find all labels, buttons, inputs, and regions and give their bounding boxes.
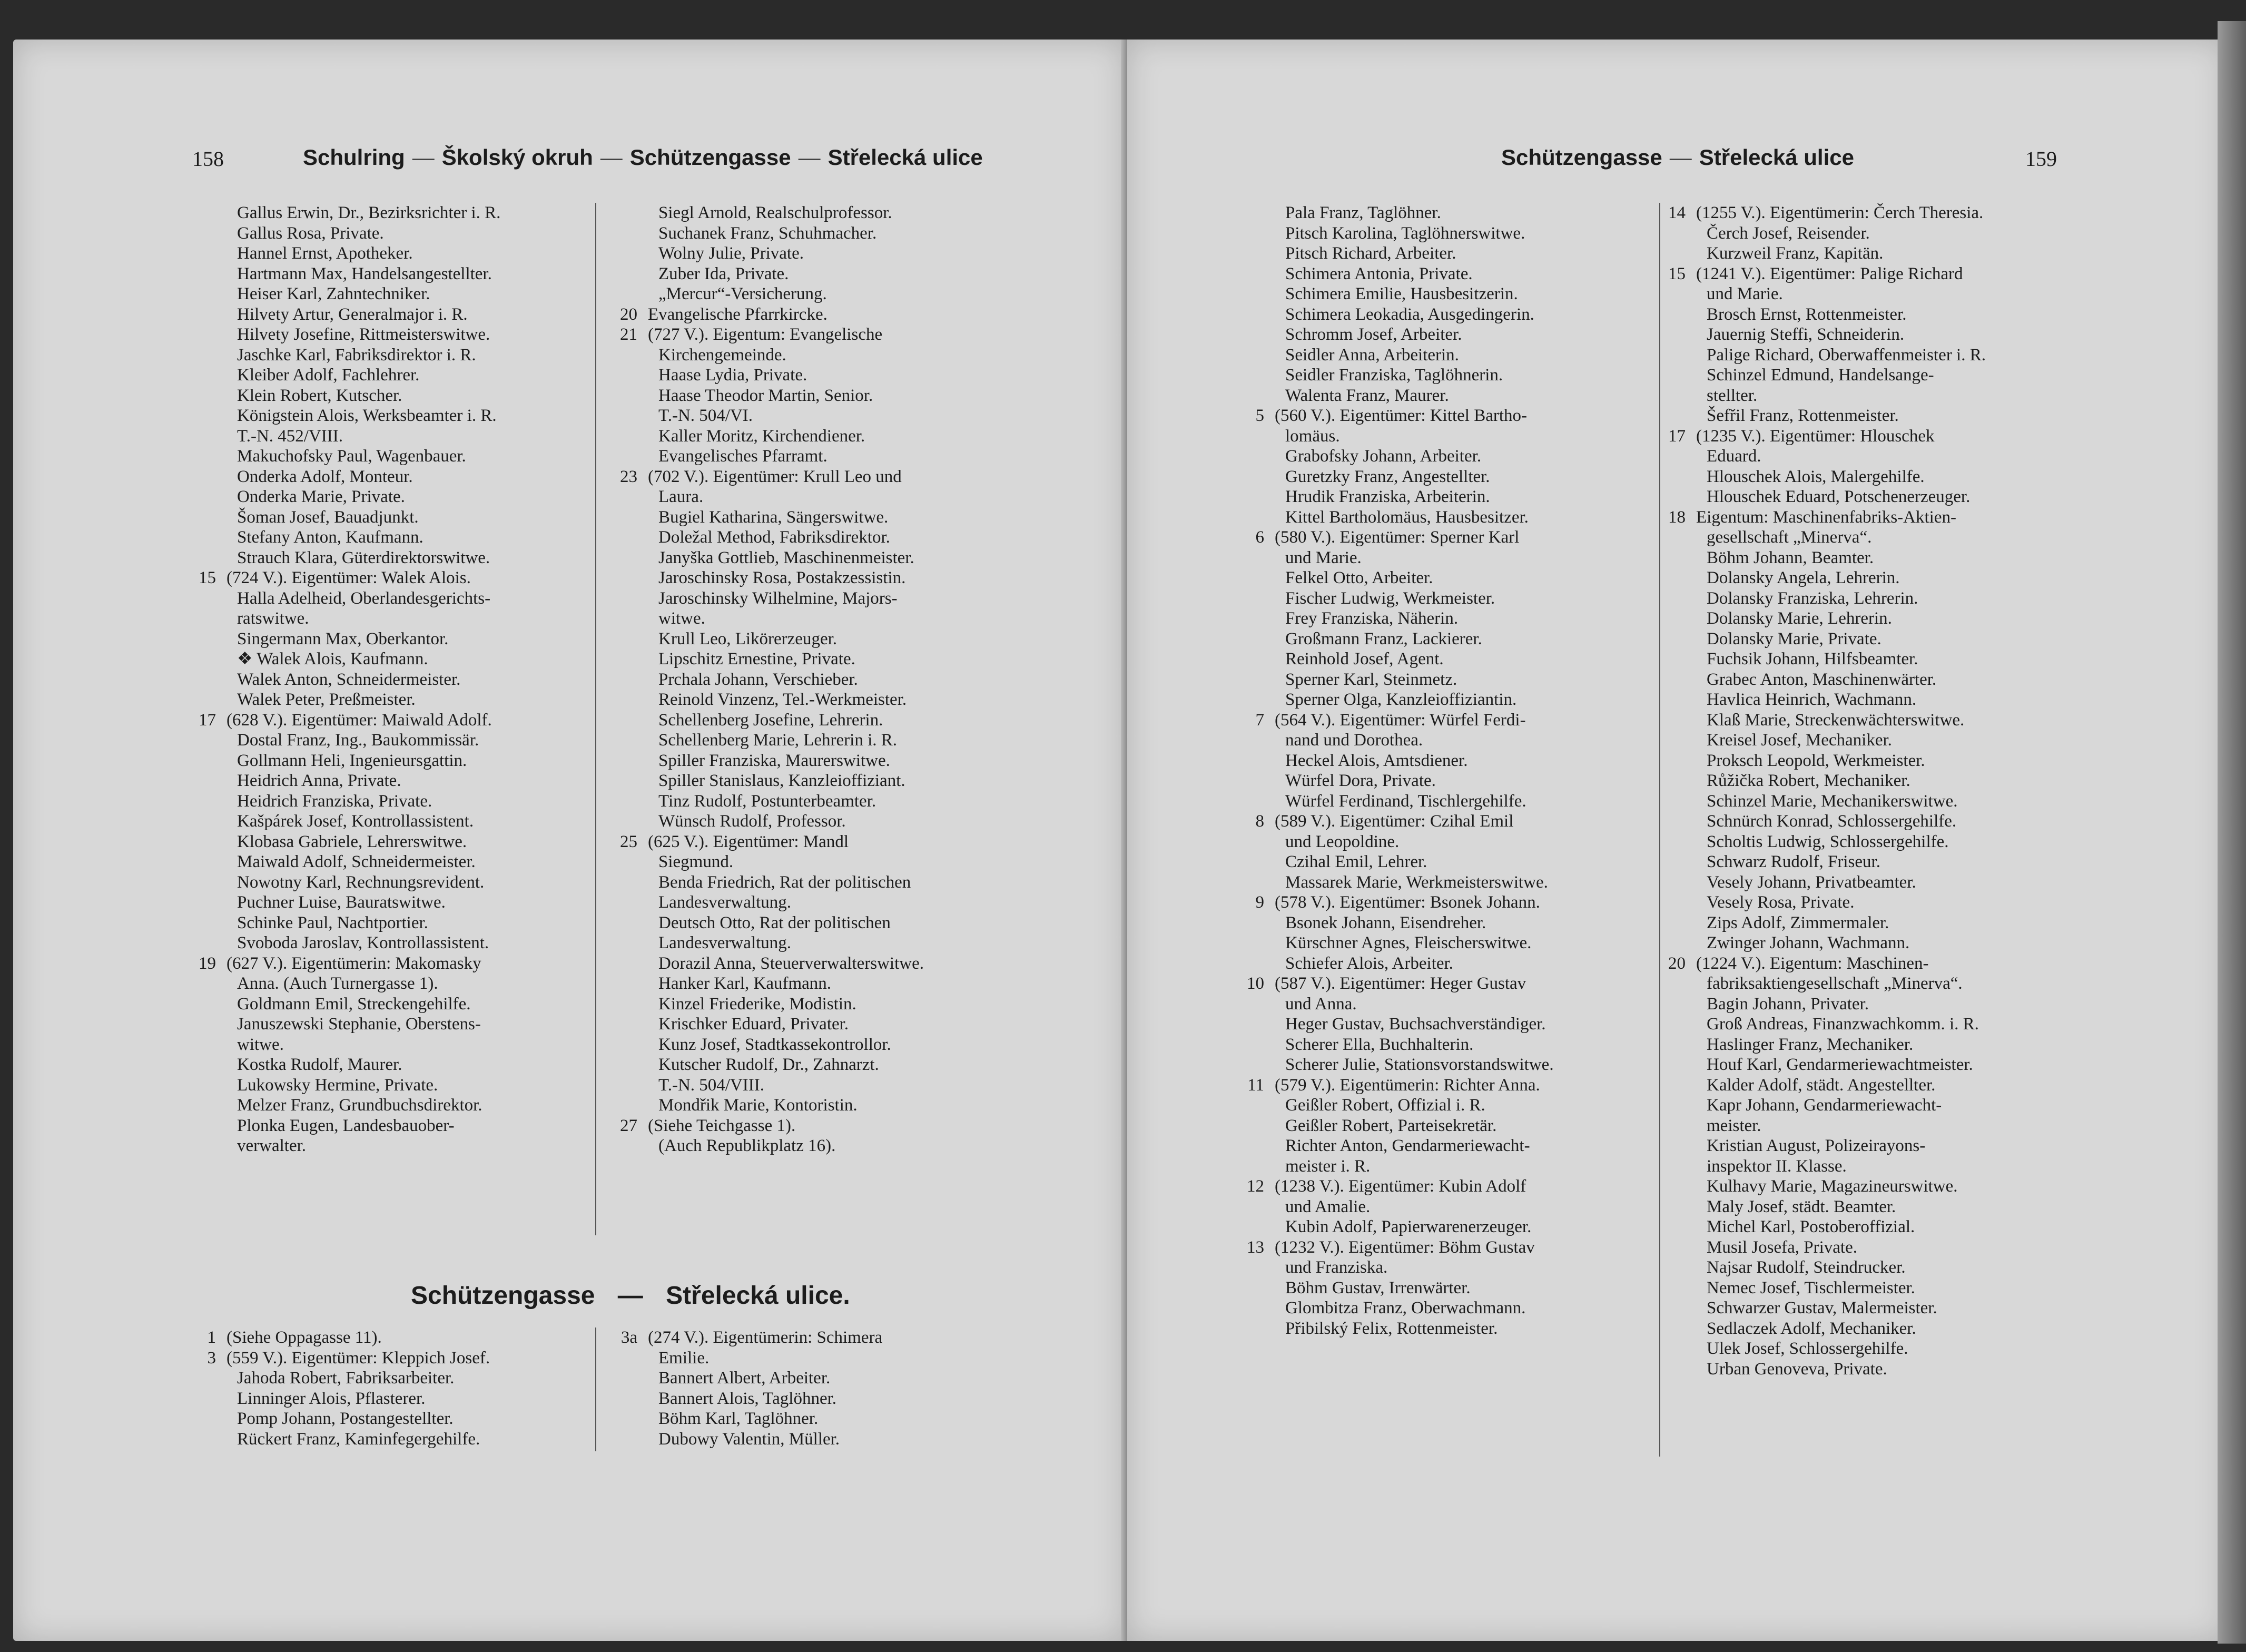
house-number: 6 — [1255, 528, 1264, 547]
directory-line: Musil Josefa, Private. — [1707, 1237, 1857, 1257]
directory-line: Kašpárek Josef, Kontrollassistent. — [237, 812, 474, 831]
directory-line: Jaroschinsky Rosa, Postakzessistin. — [658, 568, 906, 587]
right-column-1 — [1247, 203, 1664, 1339]
directory-line: Kulhavy Marie, Magazineurswitwe. — [1707, 1177, 1958, 1196]
directory-line: Würfel Ferdinand, Tischlergehilfe. — [1285, 791, 1526, 811]
directory-line: Kostka Rudolf, Maurer. — [237, 1055, 402, 1074]
directory-line: Heiser Karl, Zahntechniker. — [237, 284, 430, 303]
directory-line: und Marie. — [1285, 548, 1362, 567]
directory-line: Hlouschek Eduard, Potschenerzeuger. — [1707, 487, 1971, 506]
directory-line: meister. — [1707, 1116, 1761, 1135]
directory-line: Pitsch Richard, Arbeiter. — [1285, 244, 1456, 263]
directory-line: Dolansky Angela, Lehrerin. — [1707, 568, 1900, 587]
entry-text: (1255 V.). Eigentümerin: Čerch Theresia. — [1696, 203, 1984, 222]
directory-line — [199, 953, 595, 974]
house-number: 21 — [620, 325, 637, 344]
directory-line: Dolansky Marie, Private. — [1707, 629, 1881, 648]
directory-line: und Marie. — [1707, 284, 1783, 303]
directory-line: Emilie. — [658, 1348, 710, 1368]
directory-line: Havlica Heinrich, Wachmann. — [1707, 690, 1917, 709]
entry-text: (559 V.). Eigentümer: Kleppich Josef. — [226, 1348, 490, 1368]
left-column-2-section — [620, 1328, 1048, 1449]
directory-line: T.-N. 504/VI. — [658, 406, 753, 425]
directory-line: Klaß Marie, Streckenwächterswitwe. — [1707, 710, 1965, 730]
directory-line: gesellschaft „Minerva“. — [1707, 528, 1872, 547]
directory-line: Jaschke Karl, Fabriksdirektor i. R. — [237, 345, 476, 365]
directory-line: ratswitwe. — [237, 609, 309, 628]
directory-line: Heckel Alois, Amtsdiener. — [1285, 751, 1468, 770]
directory-line: Goldmann Emil, Streckengehilfe. — [237, 994, 471, 1014]
directory-line: Prchala Johann, Verschieber. — [658, 670, 858, 689]
directory-line: Scherer Ella, Buchhalterin. — [1285, 1035, 1474, 1054]
directory-line: Lipschitz Ernestine, Private. — [658, 650, 855, 668]
directory-line: Seidler Anna, Arbeiterin. — [1285, 345, 1459, 365]
directory-line: Kürschner Agnes, Fleischerswitwe. — [1285, 933, 1532, 952]
directory-line: Fischer Ludwig, Werkmeister. — [1285, 588, 1495, 608]
directory-line — [620, 1116, 1048, 1136]
directory-line — [1247, 1176, 1664, 1197]
header-strelecka-ulice: Střelecká ulice — [828, 145, 983, 170]
house-number: 25 — [620, 832, 637, 851]
house-number: 13 — [1247, 1237, 1264, 1257]
directory-line: Landesverwaltung. — [658, 893, 791, 912]
entry-text: (1241 V.). Eigentümer: Palige Richard — [1696, 264, 1963, 283]
page-edge — [2218, 21, 2246, 1644]
directory-line: Siegmund. — [658, 852, 734, 871]
entry-text: (Siehe Teichgasse 1). — [648, 1116, 796, 1135]
directory-line: Felkel Otto, Arbeiter. — [1285, 568, 1433, 587]
directory-line — [1255, 811, 1664, 832]
directory-line: Krischker Eduard, Privater. — [658, 1015, 849, 1034]
directory-line: Heger Gustav, Buchsachverständiger. — [1285, 1015, 1546, 1034]
directory-line: Šoman Josef, Bauadjunkt. — [237, 507, 419, 527]
entry-text: Evangelische Pfarrkircke. — [648, 304, 828, 324]
directory-line — [1255, 710, 1664, 731]
directory-line: Plonka Eugen, Landesbauober- — [237, 1116, 455, 1135]
directory-line — [620, 304, 1048, 325]
directory-line: Hilvety Artur, Generalmajor i. R. — [237, 304, 468, 324]
directory-line: Bannert Albert, Arbeiter. — [658, 1369, 831, 1388]
directory-line — [620, 832, 1048, 852]
directory-line: Königstein Alois, Werksbeamter i. R. — [237, 406, 497, 425]
header-separator: — — [798, 145, 821, 170]
entry-text: (579 V.). Eigentümerin: Richter Anna. — [1275, 1075, 1540, 1095]
directory-line: Frey Franziska, Näherin. — [1285, 609, 1459, 628]
house-number: 27 — [620, 1116, 637, 1135]
directory-line: Geißler Robert, Offizial i. R. — [1285, 1096, 1485, 1115]
directory-line: Wolny Julie, Private. — [658, 244, 804, 263]
directory-line: Maly Josef, städt. Beamter. — [1707, 1197, 1896, 1216]
directory-line: Walek Peter, Preßmeister. — [237, 690, 416, 709]
column-rule — [1659, 203, 1660, 1457]
directory-line: Schinzel Edmund, Handelsange- — [1707, 366, 1934, 385]
directory-line: Siegl Arnold, Realschulprofessor. — [658, 203, 892, 222]
directory-line: inspektor II. Klasse. — [1707, 1156, 1847, 1176]
directory-line: Onderka Marie, Private. — [237, 487, 405, 506]
directory-line: Laura. — [658, 487, 704, 506]
directory-line: Urban Genoveva, Private. — [1707, 1359, 1887, 1379]
directory-line: Fuchsik Johann, Hilfsbeamter. — [1707, 650, 1918, 668]
directory-line: Ulek Josef, Schlossergehilfe. — [1707, 1339, 1908, 1358]
left-column-1 — [199, 203, 595, 1156]
directory-line — [1247, 974, 1664, 994]
directory-line — [207, 1348, 595, 1369]
directory-line: Nemec Josef, Tischlermeister. — [1707, 1278, 1915, 1297]
directory-line: Kreisel Josef, Mechaniker. — [1707, 731, 1892, 750]
directory-line — [1668, 953, 2096, 974]
directory-line: Wünsch Rudolf, Professor. — [658, 812, 846, 831]
directory-line: Růžička Robert, Mechaniker. — [1707, 771, 1910, 790]
entry-text: (580 V.). Eigentümer: Sperner Karl — [1275, 528, 1520, 547]
directory-line: Tinz Rudolf, Postunterbeamter. — [658, 791, 876, 811]
directory-line: Massarek Marie, Werkmeisterswitwe. — [1285, 872, 1548, 892]
directory-line: Vesely Johann, Privatbeamter. — [1707, 872, 1916, 892]
directory-line: Maiwald Adolf, Schneidermeister. — [237, 852, 476, 871]
directory-line: meister i. R. — [1285, 1156, 1371, 1176]
directory-line: Houf Karl, Gendarmeriewachtmeister. — [1707, 1055, 1973, 1074]
directory-line: Dubowy Valentin, Müller. — [658, 1429, 840, 1449]
directory-line: Kleiber Adolf, Fachlehrer. — [237, 366, 420, 385]
directory-line: Schwarzer Gustav, Malermeister. — [1707, 1299, 1937, 1317]
column-rule — [595, 1328, 596, 1451]
directory-line: Seidler Franziska, Taglöhnerin. — [1285, 366, 1503, 385]
directory-line: Hlouschek Alois, Malergehilfe. — [1707, 467, 1925, 486]
directory-line: Heidrich Franziska, Private. — [237, 791, 432, 811]
entry-text: (Siehe Oppagasse 11). — [226, 1328, 382, 1347]
house-number: 5 — [1255, 406, 1264, 425]
directory-line: Kunz Josef, Stadtkassekontrollor. — [658, 1035, 891, 1054]
left-column-2 — [620, 203, 1048, 1156]
directory-line: Jahoda Robert, Fabriksarbeiter. — [237, 1369, 455, 1388]
directory-line: lomäus. — [1285, 426, 1340, 446]
section-title — [411, 1281, 850, 1310]
directory-line: Lukowsky Hermine, Private. — [237, 1075, 438, 1095]
entry-text: Eigentum: Maschinenfabriks-Aktien- — [1696, 507, 1956, 527]
directory-line: Hartmann Max, Handelsangestellter. — [237, 264, 492, 283]
directory-line: Würfel Dora, Private. — [1285, 771, 1436, 790]
directory-line: Landesverwaltung. — [658, 933, 791, 952]
directory-line: stellter. — [1707, 386, 1758, 405]
directory-line: Palige Richard, Oberwaffenmeister i. R. — [1707, 345, 1986, 365]
directory-line: Deutsch Otto, Rat der politischen — [658, 913, 891, 932]
directory-line: Gallus Erwin, Dr., Bezirksrichter i. R. — [237, 203, 501, 222]
directory-line: Bagin Johann, Privater. — [1707, 994, 1869, 1014]
directory-line: Gallus Rosa, Private. — [237, 223, 384, 243]
directory-line: Schellenberg Marie, Lehrerin i. R. — [658, 731, 897, 750]
entry-text: (1224 V.). Eigentum: Maschinen- — [1696, 953, 1929, 973]
directory-line: Schnürch Konrad, Schlossergehilfe. — [1707, 812, 1957, 831]
directory-line: Kapr Johann, Gendarmeriewacht- — [1707, 1096, 1942, 1115]
house-number: 20 — [1668, 953, 1686, 973]
directory-line: Bannert Alois, Taglöhner. — [658, 1389, 837, 1408]
directory-line: Hannel Ernst, Apotheker. — [237, 244, 413, 263]
entry-text: (724 V.). Eigentümer: Walek Alois. — [226, 568, 471, 587]
directory-line: Kutscher Rudolf, Dr., Zahnarzt. — [658, 1055, 879, 1074]
entry-text: (564 V.). Eigentümer: Würfel Ferdi- — [1275, 710, 1526, 730]
directory-line — [1668, 203, 2096, 223]
directory-line: Onderka Adolf, Monteur. — [237, 467, 413, 486]
directory-line: Dostal Franz, Ing., Baukommissär. — [237, 731, 479, 750]
directory-line: Geißler Robert, Parteisekretär. — [1285, 1116, 1497, 1135]
directory-line: Haase Lydia, Private. — [658, 366, 807, 385]
header-strelecka-ulice: Střelecká ulice — [1699, 145, 1854, 170]
directory-line: Walenta Franz, Maurer. — [1285, 386, 1449, 405]
entry-text: (702 V.). Eigentümer: Krull Leo und — [648, 467, 902, 486]
directory-line — [199, 710, 595, 731]
directory-line: Schinke Paul, Nachtportier. — [237, 913, 428, 932]
directory-line: Böhm Karl, Taglöhner. — [658, 1409, 819, 1428]
house-number: 17 — [199, 710, 216, 730]
directory-line: T.-N. 452/VIII. — [237, 426, 343, 446]
right-page-number: 159 — [2025, 147, 2057, 171]
directory-line: Zwinger Johann, Wachmann. — [1707, 933, 1910, 952]
directory-line: Bsonek Johann, Eisendreher. — [1285, 913, 1486, 932]
directory-line: Klein Robert, Kutscher. — [237, 386, 402, 405]
directory-line: Dorazil Anna, Steuerverwalterswitwe. — [658, 953, 924, 973]
directory-line: Januszewski Stephanie, Oberstens- — [237, 1015, 481, 1034]
directory-line: Czihal Emil, Lehrer. — [1285, 852, 1427, 871]
directory-line — [1255, 406, 1664, 426]
entry-text: (587 V.). Eigentümer: Heger Gustav — [1275, 974, 1526, 993]
directory-line: Rückert Franz, Kaminfegergehilfe. — [237, 1429, 480, 1449]
entry-text: (1232 V.). Eigentümer: Böhm Gustav — [1275, 1237, 1535, 1257]
directory-line: Hilvety Josefine, Rittmeisterswitwe. — [237, 325, 490, 344]
directory-line: Přibilský Felix, Rottenmeister. — [1285, 1319, 1498, 1338]
directory-line: verwalter. — [237, 1136, 307, 1155]
directory-line — [1668, 264, 2096, 284]
directory-line: Sedlaczek Adolf, Mechaniker. — [1707, 1319, 1916, 1338]
house-number: 12 — [1247, 1177, 1264, 1196]
directory-line: und Franziska. — [1285, 1258, 1388, 1277]
directory-line: Brosch Ernst, Rottenmeister. — [1707, 304, 1907, 324]
house-number: 15 — [199, 568, 216, 587]
directory-line: Schwarz Rudolf, Friseur. — [1707, 852, 1880, 871]
directory-line: Strauch Klara, Güterdirektorswitwe. — [237, 548, 490, 567]
directory-line: Melzer Franz, Grundbuchsdirektor. — [237, 1096, 482, 1115]
directory-line: Puchner Luise, Bauratswitwe. — [237, 893, 446, 912]
directory-line: Doležal Method, Fabriksdirektor. — [658, 528, 890, 547]
directory-line: Reinhold Josef, Agent. — [1285, 650, 1444, 668]
directory-line: Michel Karl, Postoberoffizial. — [1707, 1217, 1915, 1236]
directory-line: und Anna. — [1285, 994, 1357, 1014]
directory-line: Scherer Julie, Stationsvorstandswitwe. — [1285, 1055, 1554, 1074]
directory-line: Gollmann Heli, Ingenieursgattin. — [237, 751, 467, 770]
house-number: 19 — [199, 953, 216, 973]
right-page-header — [1501, 145, 1854, 170]
directory-line: Eduard. — [1707, 447, 1761, 466]
directory-line: Bugiel Katharina, Sängerswitwe. — [658, 507, 889, 527]
house-number: 7 — [1255, 710, 1264, 730]
header-separator: — — [1669, 145, 1692, 170]
column-rule — [595, 203, 596, 1235]
directory-line: Schiefer Alois, Arbeiter. — [1285, 953, 1453, 973]
directory-line: Benda Friedrich, Rat der politischen — [658, 872, 911, 892]
directory-line: Grabec Anton, Maschinenwärter. — [1707, 670, 1937, 689]
directory-line: Zuber Ida, Private. — [658, 264, 789, 283]
entry-text: (628 V.). Eigentümer: Maiwald Adolf. — [226, 710, 492, 730]
directory-line: Pitsch Karolina, Taglöhnerswitwe. — [1285, 223, 1525, 243]
entry-text: (727 V.). Eigentum: Evangelische — [648, 325, 883, 344]
directory-line — [620, 324, 1048, 345]
directory-line: Haslinger Franz, Mechaniker. — [1707, 1035, 1914, 1054]
directory-line: Spiller Stanislaus, Kanzleioffiziant. — [658, 771, 905, 790]
directory-line: Sperner Olga, Kanzleioffiziantin. — [1285, 690, 1517, 709]
directory-line: Walek Anton, Schneidermeister. — [237, 670, 461, 689]
directory-line: Singermann Max, Oberkantor. — [237, 629, 449, 648]
house-number: 3 — [207, 1348, 216, 1368]
directory-line: Čerch Josef, Reisender. — [1707, 223, 1870, 243]
header-separator: — — [412, 145, 435, 170]
house-number: 10 — [1247, 974, 1264, 993]
directory-line: Kittel Bartholomäus, Hausbesitzer. — [1285, 507, 1529, 527]
directory-line: Kurzweil Franz, Kapitän. — [1707, 244, 1884, 263]
entry-text: (1238 V.). Eigentümer: Kubin Adolf — [1275, 1177, 1526, 1196]
house-number: 15 — [1668, 264, 1686, 283]
directory-line: Hrudik Franziska, Arbeiterin. — [1285, 487, 1490, 506]
house-number: 23 — [620, 467, 637, 486]
directory-line — [1255, 892, 1664, 913]
directory-line: Kristian August, Polizeirayons- — [1707, 1136, 1926, 1155]
directory-line: Proksch Leopold, Werkmeister. — [1707, 751, 1925, 770]
section-title-cz: Střelecká ulice. — [666, 1282, 850, 1310]
directory-line: Richter Anton, Gendarmeriewacht- — [1285, 1136, 1530, 1155]
directory-line: Hanker Karl, Kaufmann. — [658, 974, 832, 993]
house-number: 18 — [1668, 507, 1686, 527]
directory-line — [1668, 426, 2096, 447]
directory-line: Klobasa Gabriele, Lehrerswitwe. — [237, 832, 467, 851]
directory-line: Janyška Gottlieb, Maschinenmeister. — [658, 548, 914, 567]
directory-line: Linninger Alois, Pflasterer. — [237, 1389, 426, 1408]
directory-line: und Leopoldine. — [1285, 832, 1400, 851]
directory-line: (Auch Republikplatz 16). — [658, 1136, 836, 1155]
directory-line: Najsar Rudolf, Steindrucker. — [1707, 1258, 1906, 1277]
directory-line: Vesely Rosa, Private. — [1707, 893, 1855, 912]
directory-line: Schimera Leokadia, Ausgedingerin. — [1285, 304, 1534, 324]
house-number: 9 — [1255, 893, 1264, 912]
directory-line — [1668, 507, 2096, 528]
directory-line: und Amalie. — [1285, 1197, 1371, 1216]
entry-text: (560 V.). Eigentümer: Kittel Bartho- — [1275, 406, 1528, 425]
directory-line: Evangelisches Pfarramt. — [658, 447, 828, 466]
entry-text: (1235 V.). Eigentümer: Hlouschek — [1696, 426, 1935, 446]
directory-line — [1255, 527, 1664, 548]
directory-line: Schellenberg Josefine, Lehrerin. — [658, 710, 883, 730]
house-number: 1 — [207, 1328, 216, 1347]
house-number: 20 — [620, 304, 637, 324]
house-number: 8 — [1255, 812, 1264, 831]
directory-line: Scholtis Ludwig, Schlossergehilfe. — [1707, 832, 1949, 851]
left-column-1-section — [207, 1328, 595, 1449]
directory-line: Schimera Antonia, Private. — [1285, 264, 1473, 283]
house-number: 14 — [1668, 203, 1686, 222]
directory-line: witwe. — [658, 609, 705, 628]
right-column-2 — [1668, 203, 2096, 1379]
directory-line: Makuchofsky Paul, Wagenbauer. — [237, 447, 466, 466]
directory-line: ❖ Walek Alois, Kaufmann. — [237, 650, 428, 668]
entry-text: (625 V.). Eigentümer: Mandl — [648, 832, 849, 851]
directory-line — [620, 467, 1048, 487]
directory-line: witwe. — [237, 1035, 284, 1054]
directory-line: T.-N. 504/VIII. — [658, 1075, 764, 1095]
directory-line: Sperner Karl, Steinmetz. — [1285, 670, 1457, 689]
left-page-header — [303, 145, 983, 170]
directory-line: Glombitza Franz, Oberwachmann. — [1285, 1299, 1526, 1317]
header-schuetzengasse: Schützengasse — [1501, 145, 1662, 170]
entry-text: (274 V.). Eigentümerin: Schimera — [648, 1328, 883, 1347]
entry-text: (578 V.). Eigentümer: Bsonek Johann. — [1275, 893, 1540, 912]
directory-line: Groß Andreas, Finanzwachkomm. i. R. — [1707, 1015, 1979, 1034]
directory-line: Dolansky Franziska, Lehrerin. — [1707, 588, 1918, 608]
directory-line: Šefřil Franz, Rottenmeister. — [1707, 406, 1899, 425]
directory-line: Haase Theodor Martin, Senior. — [658, 386, 873, 405]
directory-line: Kaller Moritz, Kirchendiener. — [658, 426, 865, 446]
directory-line: Kirchengemeinde. — [658, 345, 786, 365]
directory-line: Kalder Adolf, städt. Angestellter. — [1707, 1075, 1936, 1095]
directory-line — [1247, 1237, 1664, 1258]
directory-line: Dolansky Marie, Lehrerin. — [1707, 609, 1892, 628]
directory-line: Svoboda Jaroslav, Kontrollassistent. — [237, 933, 489, 952]
house-number: 17 — [1668, 426, 1686, 446]
directory-line: Schinzel Marie, Mechanikerswitwe. — [1707, 791, 1958, 811]
directory-line — [1247, 1075, 1664, 1096]
directory-line: Nowotny Karl, Rechnungsrevident. — [237, 872, 485, 892]
header-schulring: Schulring — [303, 145, 405, 170]
directory-line — [207, 1328, 595, 1348]
section-title-de: Schützengasse — [411, 1282, 595, 1310]
directory-line: fabriksaktiengesellschaft „Minerva“. — [1707, 974, 1963, 993]
directory-line: Jaroschinsky Wilhelmine, Majors- — [658, 588, 898, 608]
directory-line: Spiller Franziska, Maurerswitwe. — [658, 751, 890, 770]
directory-line: Anna. (Auch Turnergasse 1). — [237, 974, 438, 993]
directory-line: Kubin Adolf, Papierwarenerzeuger. — [1285, 1217, 1532, 1236]
directory-line: Guretzky Franz, Angestellter. — [1285, 467, 1490, 486]
directory-line: Halla Adelheid, Oberlandesgerichts- — [237, 588, 491, 608]
directory-line: Großmann Franz, Lackierer. — [1285, 629, 1482, 648]
entry-text: (589 V.). Eigentümer: Czihal Emil — [1275, 812, 1514, 831]
directory-line: Kinzel Friederike, Modistin. — [658, 994, 856, 1014]
directory-line: Grabofsky Johann, Arbeiter. — [1285, 447, 1482, 466]
directory-line: Böhm Johann, Beamter. — [1707, 548, 1874, 567]
directory-line: Reinold Vinzenz, Tel.-Werkmeister. — [658, 690, 907, 709]
directory-line: Heidrich Anna, Private. — [237, 771, 401, 790]
directory-line: Suchanek Franz, Schuhmacher. — [658, 223, 877, 243]
directory-line: Stefany Anton, Kaufmann. — [237, 528, 423, 547]
directory-line — [199, 568, 595, 588]
directory-line: Jauernig Steffi, Schneiderin. — [1707, 325, 1905, 344]
house-number: 11 — [1247, 1075, 1264, 1095]
directory-line: Mondřik Marie, Kontoristin. — [658, 1096, 858, 1115]
directory-line: Schimera Emilie, Hausbesitzerin. — [1285, 284, 1518, 303]
directory-line: Pala Franz, Taglöhner. — [1285, 203, 1441, 222]
left-page-number: 158 — [192, 147, 224, 171]
directory-line: Krull Leo, Likörerzeuger. — [658, 629, 838, 648]
section-title-separator: — — [617, 1282, 643, 1310]
directory-line — [620, 1328, 1048, 1348]
entry-text: (627 V.). Eigentümerin: Makomasky — [226, 953, 481, 973]
header-separator: — — [600, 145, 623, 170]
directory-line: Zips Adolf, Zimmermaler. — [1707, 913, 1889, 932]
directory-line: nand und Dorothea. — [1285, 731, 1423, 750]
house-number: 3a — [620, 1328, 637, 1347]
header-skolsky-okruh: Školský okruh — [441, 145, 593, 170]
directory-line: „Mercur“-Versicherung. — [658, 284, 827, 303]
directory-line: Schromm Josef, Arbeiter. — [1285, 325, 1462, 344]
directory-line: Böhm Gustav, Irrenwärter. — [1285, 1278, 1471, 1297]
directory-line: Pomp Johann, Postangestellter. — [237, 1409, 454, 1428]
header-schuetzengasse: Schützengasse — [629, 145, 791, 170]
